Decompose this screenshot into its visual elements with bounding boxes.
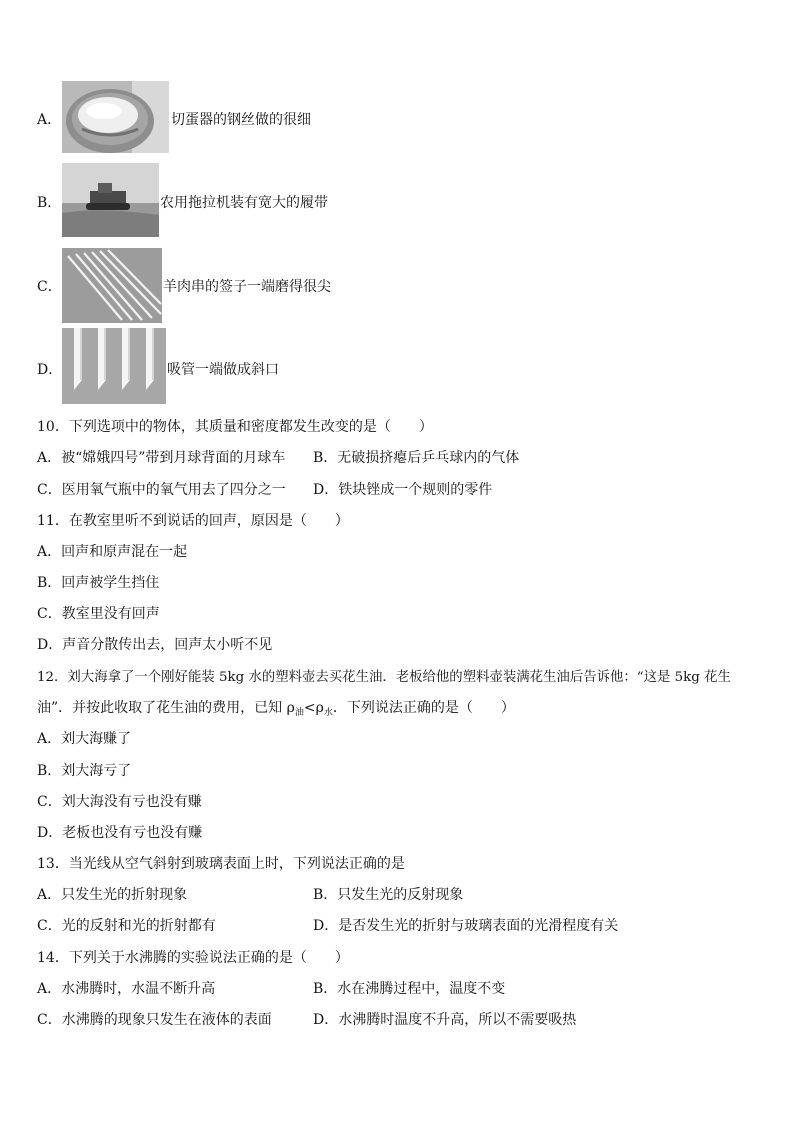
q11-stem: 11．在教室里听不到说话的回声，原因是（ ）: [37, 513, 349, 529]
q11-option-b: B．回声被学生挡住: [37, 575, 160, 591]
q9-option-b-letter: B．: [37, 195, 62, 211]
q9-option-c-letter: C．: [37, 279, 62, 295]
q12-option-d: D．老板也没有亏也没有赚: [37, 825, 203, 841]
q14-option-c: C．水沸腾的现象只发生在液体的表面: [37, 1012, 272, 1028]
egg-slicer-photo: [62, 81, 169, 153]
q12-stem-line2-start: 油”．并按此收取了花生油的费用，已知 ρ: [37, 700, 295, 716]
q10-option-c: C．医用氧气瓶中的氧气用去了四分之一: [37, 482, 286, 498]
q10-option-a: A．被“嫦娥四号”带到月球背面的月球车: [37, 450, 286, 466]
q11-option-a: A．回声和原声混在一起: [37, 544, 188, 560]
tractor-photo: [62, 163, 159, 237]
q10-stem: 10．下列选项中的物体，其质量和密度都发生改变的是（ ）: [37, 419, 433, 435]
straws-photo: [62, 328, 166, 404]
q12-option-c: C．刘大海没有亏也没有赚: [37, 794, 202, 810]
q9-option-b-text: 农用拖拉机装有宽大的履带: [160, 195, 328, 211]
q12-stem-line1: 12．刘大海拿了一个刚好能装 5kg 水的塑料壶去买花生油．老板给他的塑料壶装满花生油后告诉他：“这是 5kg 花生: [37, 670, 731, 685]
q12-less-than: <: [303, 700, 316, 716]
q9-option-d-text: 吸管一端做成斜口: [167, 362, 279, 378]
q12-stem-line2: [37, 697, 515, 718]
skewers-photo: [62, 248, 162, 323]
q12-stem-line2-end: ．下列说法正确的是（ ）: [332, 700, 515, 716]
q14-option-d: D．水沸腾时温度不升高，所以不需要吸热: [313, 1012, 577, 1028]
q12-option-a: A．刘大海赚了: [37, 731, 132, 747]
q14-option-b: B．水在沸腾过程中，温度不变: [313, 981, 506, 997]
q12-sub-oil: 油: [294, 708, 304, 718]
q13-option-d: D．是否发生光的折射与玻璃表面的光滑程度有关: [313, 918, 619, 934]
q13-option-b: B．只发生光的反射现象: [313, 887, 464, 903]
q9-option-d-letter: D．: [37, 362, 63, 378]
q9-option-c-text: 羊肉串的签子一端磨得很尖: [163, 279, 331, 295]
q11-option-c: C．教室里没有回声: [37, 606, 160, 622]
q13-option-a: A．只发生光的折射现象: [37, 887, 188, 903]
q11-option-d: D．声音分散传出去，回声太小听不见: [37, 637, 273, 653]
q12-sub-water: 水: [323, 708, 333, 718]
q14-stem: 14．下列关于水沸腾的实验说法正确的是（ ）: [37, 950, 349, 966]
q10-option-b: B．无破损挤瘪后乒乓球内的气体: [313, 450, 520, 466]
q10-option-d: D．铁块锉成一个规则的零件: [313, 482, 493, 498]
q9-option-a-text: 切蛋器的钢丝做的很细: [171, 112, 311, 128]
q12-rho: ρ: [315, 700, 324, 716]
q13-stem: 13．当光线从空气斜射到玻璃表面上时，下列说法正确的是: [37, 856, 405, 872]
q14-option-a: A．水沸腾时，水温不断升高: [37, 981, 216, 997]
q12-option-b: B．刘大海亏了: [37, 763, 132, 779]
q13-option-c: C．光的反射和光的折射都有: [37, 918, 216, 934]
q9-option-a-letter: A．: [37, 112, 62, 128]
